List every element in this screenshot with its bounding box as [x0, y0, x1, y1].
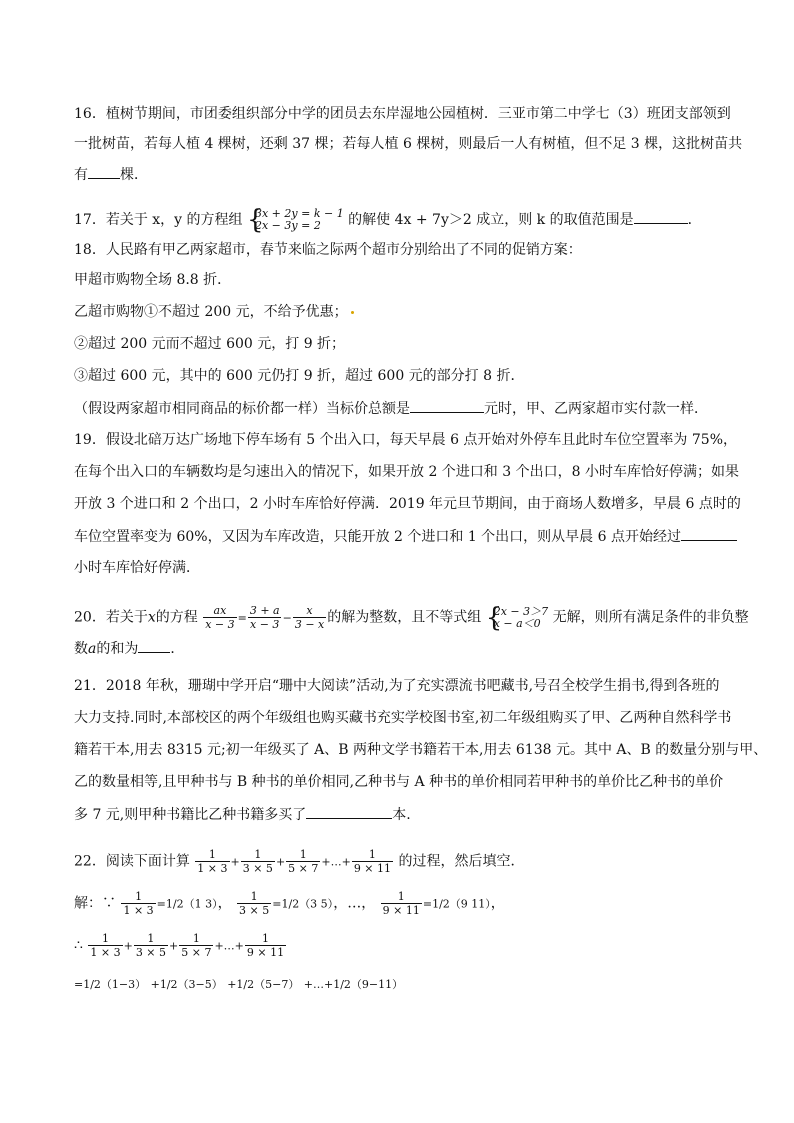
q17-post: 的解使 4x + 7y＞2 成立，则 k 的取值范围是: [348, 212, 634, 228]
q20-equals: =: [237, 611, 247, 625]
q20-f2-numerator: 3 + a: [249, 604, 280, 617]
stray-dot-mark: [351, 311, 354, 314]
q20-mid-1: 的方程: [155, 609, 198, 626]
q17-eq-1: 3x + 2y = k − 1: [254, 207, 344, 220]
q20-var-a: a: [88, 641, 97, 657]
q20-answer-blank: [138, 638, 170, 653]
frac-den: 3 × 5: [239, 904, 270, 917]
plus: +: [169, 939, 179, 953]
q20-fraction-3: [293, 604, 326, 631]
q16-line-1: 16．植树节期间，市团委组织部分中学的团员去东岸湿地公园植树．三亚市第二中学七（3）班团支部领到: [74, 106, 731, 122]
q19-line-4-text: 车位空置率变为 60%，又因为车库改造，只能开放 2 个进口和 1 个出口，则从早晨 6 点开始经过: [74, 529, 681, 545]
q20-f1-denominator: x − 3: [205, 618, 235, 631]
frac-num: 1: [135, 890, 143, 903]
q19-line-3: 开放 3 个进口和 2 个出口，2 小时车库恰好停满．2019 年元旦节期间，由于商场人数增多，早晨 6 点时的: [74, 496, 741, 512]
bracket-57: （5−7）: [254, 978, 300, 991]
bracket-911: （9−11）: [350, 978, 404, 991]
half: 1/2: [165, 897, 184, 911]
q20-line-1: [74, 604, 749, 631]
frac-den: 9 × 11: [246, 946, 285, 959]
frac-num: 1: [250, 890, 258, 903]
q20-inequality-system: [485, 602, 549, 633]
frac-num: 1: [262, 932, 270, 945]
q21-line-3: 籍若干本,用去 8315 元;初一年级买了 A、B 两种文学书籍若干本,用去 6138 元。其中 A、B 的数量分别与甲、: [74, 742, 768, 758]
q19-line-1: 19．假设北碚万达广场地下停车场有 5 个出入口，每天早晨 6 点开始对外停车且此时车位空置率为 75%，: [74, 432, 737, 448]
bracket-35: （3 5）: [299, 897, 334, 911]
equals: =: [74, 978, 84, 991]
comma: ，: [217, 895, 232, 912]
q22-therefore: ∴: [74, 937, 83, 954]
q18-line-6: [74, 398, 708, 419]
q19-line-2: 在每个出入口的车辆数均是匀速出入的情况下，如果开放 2 个进口和 3 个出口，8 小时车库恰好停满；如果: [74, 464, 739, 480]
q21-line-5: [74, 804, 411, 825]
q22-jie: 解：∵: [74, 895, 116, 912]
q17-pre: 17．若关于 x，y 的方程组: [74, 212, 243, 228]
q17-equation-system: [246, 205, 344, 235]
comma: ，: [333, 895, 348, 912]
q18-line-1: 18．人民路有甲乙两家超市，春节来临之际两个超市分别给出了不同的促销方案：: [74, 242, 582, 258]
q20-f3-numerator: x: [306, 604, 313, 617]
frac-num: 1: [368, 848, 376, 861]
q17-brace: {: [246, 205, 264, 235]
q22-frac-35: [241, 848, 275, 875]
q22-line-1: [74, 848, 524, 875]
half: 1/2: [333, 978, 351, 991]
q21-line-4: 乙的数量相等,且甲种书与 B 种书的单价相同,乙种书与 A 种书的单价相同若甲种书的单价比乙种书的单价: [74, 774, 724, 790]
q19-line-5: 小时车库恰好停满．: [74, 560, 200, 576]
q18-line-6-start: （假设两家超市相同商品的标价都一样）当标价总额是: [74, 401, 410, 417]
q20-post: 无解，则所有满足条件的非负整: [552, 609, 749, 626]
q22-t-frac-57: [179, 932, 213, 959]
frac-num: 1: [254, 848, 262, 861]
frac-num: 1: [208, 848, 216, 861]
q22-expansion-line: [74, 974, 403, 995]
q19-line-4: [74, 526, 737, 547]
q22-solution-line: [74, 890, 505, 917]
q20-ineq-2: x − a＜0: [493, 616, 541, 630]
frac-num: 1: [101, 932, 109, 945]
q16-line-3: [74, 164, 148, 185]
q18-line-5: ③超过 600 元，其中的 600 元仍打 9 折，超过 600 元的部分打 8 折．: [74, 368, 525, 384]
q18-answer-blank: [410, 398, 484, 413]
q22-t-frac-13: [88, 932, 122, 959]
bracket-13: （1−3）: [100, 978, 147, 991]
q17-answer-blank: [634, 209, 688, 224]
q22-post: 的过程，然后填空．: [398, 853, 525, 870]
frac-den: 1 × 3: [123, 904, 154, 917]
q20-line-2-end: ．: [170, 641, 185, 657]
frac-den: 1 × 3: [90, 946, 121, 959]
bracket-13: （1 3）: [183, 897, 218, 911]
q22-pre: 22．阅读下面计算: [74, 853, 190, 870]
dots: …，: [347, 895, 376, 912]
ellipsis: +…+: [303, 978, 334, 991]
q22-sol-frac-35: [237, 890, 271, 917]
q20-fraction-1: [203, 604, 236, 631]
q17-eq-2: 2x − 3y = 2: [254, 219, 321, 232]
frac-den: 5 × 7: [181, 946, 212, 959]
plus: +: [123, 939, 133, 953]
plus: +: [150, 978, 160, 991]
q20-fraction-2: [248, 604, 282, 631]
q18-line-3: [74, 302, 354, 322]
half: 1/2: [236, 978, 255, 991]
q20-ineq-1: 2x − 3＞7: [493, 604, 549, 618]
q18-line-3-text: 乙超市购物①不超过 200 元，不给予优惠；: [74, 304, 348, 320]
plus: +: [275, 855, 286, 869]
q17-line: [74, 205, 702, 235]
q22-frac-13: [195, 848, 229, 875]
q22-sol-frac-13: [121, 890, 155, 917]
bracket-35: （3−5）: [177, 978, 223, 991]
q22-t-frac-35: [134, 932, 168, 959]
equals: =: [422, 897, 433, 911]
q16-line-3-start: 有: [74, 167, 88, 183]
q21-line-5-start: 多 7 元,则甲种书籍比乙种书籍多买了: [74, 807, 307, 823]
frac-den: 5 × 7: [288, 862, 319, 875]
q22-frac-911: [352, 848, 393, 875]
frac-den: 9 × 11: [353, 862, 392, 875]
plus: +: [227, 978, 237, 991]
q21-answer-blank: [306, 804, 392, 819]
half: 1/2: [83, 978, 101, 991]
q18-line-4: ②超过 200 元而不超过 600 元，打 9 折；: [74, 336, 346, 352]
q16-answer-blank: [88, 164, 120, 179]
q21-line-5-end: 本.: [392, 807, 411, 823]
ellipsis: +…+: [214, 939, 244, 953]
q20-line-2-mid: 的和为: [96, 641, 139, 657]
q22-therefore-line: [74, 932, 287, 959]
q18-line-2: 甲超市购物全场 8.8 折．: [74, 272, 232, 288]
q20-minus: −: [282, 611, 292, 625]
frac-num: 1: [397, 890, 405, 903]
frac-den: 9 × 11: [382, 904, 420, 917]
q20-mid-2: 的解为整数，且不等式组: [327, 609, 482, 626]
q20-brace: {: [485, 602, 503, 633]
q20-var-x: x: [147, 609, 156, 626]
q22-t-frac-911: [245, 932, 286, 959]
q20-f3-denominator: 3 − x: [294, 618, 325, 631]
q16-line-2: 一批树苗，若每人植 4 棵树，还剩 37 棵；若每人植 6 棵树，则最后一人有树植，但不足 3 棵，这批树苗共: [74, 136, 743, 152]
bracket-911: （9 11）: [449, 897, 491, 911]
equals: =: [156, 897, 166, 911]
q22-frac-57: [286, 848, 320, 875]
q20-line-2: [74, 638, 184, 659]
ellipsis: +…+: [321, 855, 351, 869]
frac-num: 1: [299, 848, 307, 861]
q21-line-1: 21．2018 年秋，珊瑚中学开启“珊中大阅读”活动,为了充实漂流书吧藏书,号召全校学生捐书,得到各班的: [74, 678, 720, 694]
plus: +: [230, 855, 240, 869]
equals: =: [272, 897, 282, 911]
q16-line-3-end: 棵．: [120, 167, 148, 183]
half: 1/2: [159, 978, 178, 991]
q20-pre: 20．若关于: [74, 609, 148, 626]
comma: ，: [490, 895, 505, 912]
frac-num: 1: [192, 932, 200, 945]
frac-den: 3 × 5: [135, 946, 167, 959]
half: 1/2: [281, 897, 300, 911]
q20-f1-numerator: ax: [213, 604, 227, 617]
frac-den: 3 × 5: [242, 862, 273, 875]
q21-line-2: 大力支持.同时,本部校区的两个年级组也购买藏书充实学校图书室,初二年级组购买了甲、乙两种自然科学书: [74, 710, 732, 726]
q17-end: ．: [687, 212, 702, 228]
q20-line-2-start: 数: [74, 641, 88, 657]
half: 1/2: [432, 897, 450, 911]
q19-answer-blank: [681, 526, 737, 541]
frac-den: 1 × 3: [197, 862, 228, 875]
frac-num: 1: [147, 932, 155, 945]
q22-sol-frac-911: [381, 890, 422, 917]
q20-f2-denominator: x − 3: [250, 618, 280, 631]
q18-line-6-end: 元时，甲、乙两家超市实付款一样．: [484, 401, 708, 417]
